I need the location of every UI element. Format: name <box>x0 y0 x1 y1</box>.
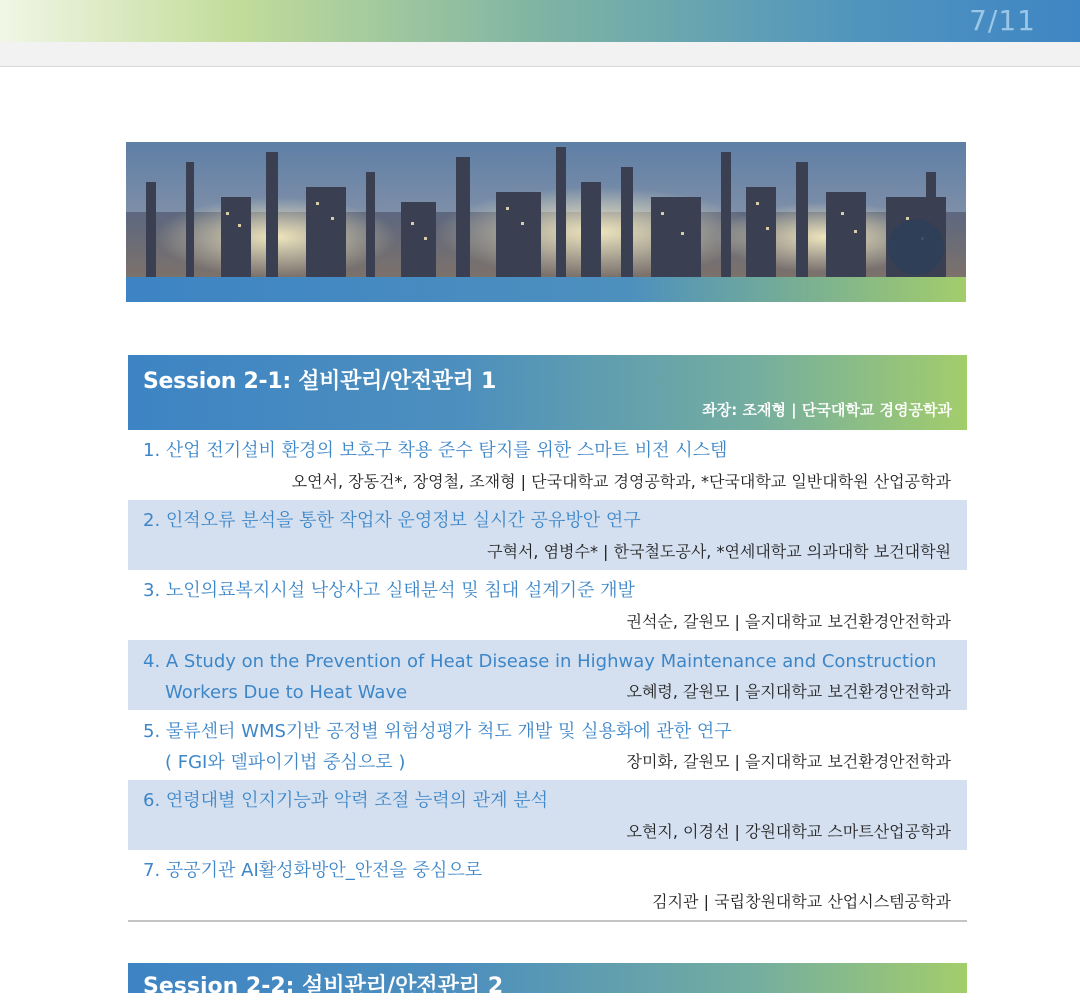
paper-authors: 김지관 | 국립창원대학교 산업시스템공학과 <box>652 892 951 911</box>
paper-item-7 <box>128 850 967 920</box>
paper-item-3 <box>128 570 967 640</box>
top-bar <box>0 0 1080 42</box>
paper-item-4 <box>128 640 967 710</box>
toolbar-strip <box>0 42 1080 67</box>
industrial-plant-illustration <box>126 142 966 302</box>
paper-item-2 <box>128 500 967 570</box>
paper-item-1 <box>128 430 967 500</box>
paper-authors: 오현지, 이경선 | 강원대학교 스마트산업공학과 <box>626 822 951 841</box>
session-2-1 <box>128 355 967 922</box>
session-chair: 좌장: 조재형 | 단국대학교 경영공학과 <box>702 401 952 419</box>
session-title: Session 2-1: 설비관리/안전관리 1 <box>143 369 496 394</box>
banner-image <box>126 142 966 302</box>
paper-authors: 오혜령, 갈원모 | 을지대학교 보건환경안전학과 <box>626 682 951 701</box>
paper-authors: 오연서, 장동건*, 장영철, 조재형 | 단국대학교 경영공학과, *단국대학교 일반대학원 산업공학과 <box>291 472 951 491</box>
paper-title: 3. 노인의료복지시설 낙상사고 실태분석 및 침대 설계기준 개발 <box>143 580 635 601</box>
paper-title-line-1: 5. 물류센터 WMS기반 공정별 위험성평가 척도 개발 및 실용화에 관한 연구 <box>143 721 732 742</box>
divider <box>128 920 967 922</box>
paper-title: 2. 인적오류 분석을 통한 작업자 운영정보 실시간 공유방안 연구 <box>143 510 641 531</box>
paper-title-line-1: 4. A Study on the Prevention of Heat Disease in Highway Maintenance and Construction <box>143 651 937 672</box>
session-title: Session 2-2: 설비관리/안전관리 2 <box>143 974 504 999</box>
paper-item-5 <box>128 710 967 780</box>
paper-authors: 구혁서, 염병수* | 한국철도공사, *연세대학교 의과대학 보건대학원 <box>487 542 951 561</box>
session-header <box>128 355 967 430</box>
paper-authors: 권석순, 갈원모 | 을지대학교 보건환경안전학과 <box>626 612 951 631</box>
paper-title: 6. 연령대별 인지기능과 악력 조절 능력의 관계 분석 <box>143 790 548 811</box>
paper-title: 7. 공공기관 AI활성화방안_안전을 중심으로 <box>143 860 483 881</box>
paper-item-6 <box>128 780 967 850</box>
session-2-2-header <box>128 963 967 999</box>
paper-title-line-2: ( FGI와 델파이기법 중심으로 ) <box>165 752 406 773</box>
paper-authors: 장미화, 갈원모 | 을지대학교 보건환경안전학과 <box>626 752 951 771</box>
paper-title: 1. 산업 전기설비 환경의 보호구 착용 준수 탐지를 위한 스마트 비전 시스템 <box>143 440 728 461</box>
page-indicator: 7/11 <box>969 4 1036 37</box>
paper-title-line-2: Workers Due to Heat Wave <box>165 682 408 703</box>
